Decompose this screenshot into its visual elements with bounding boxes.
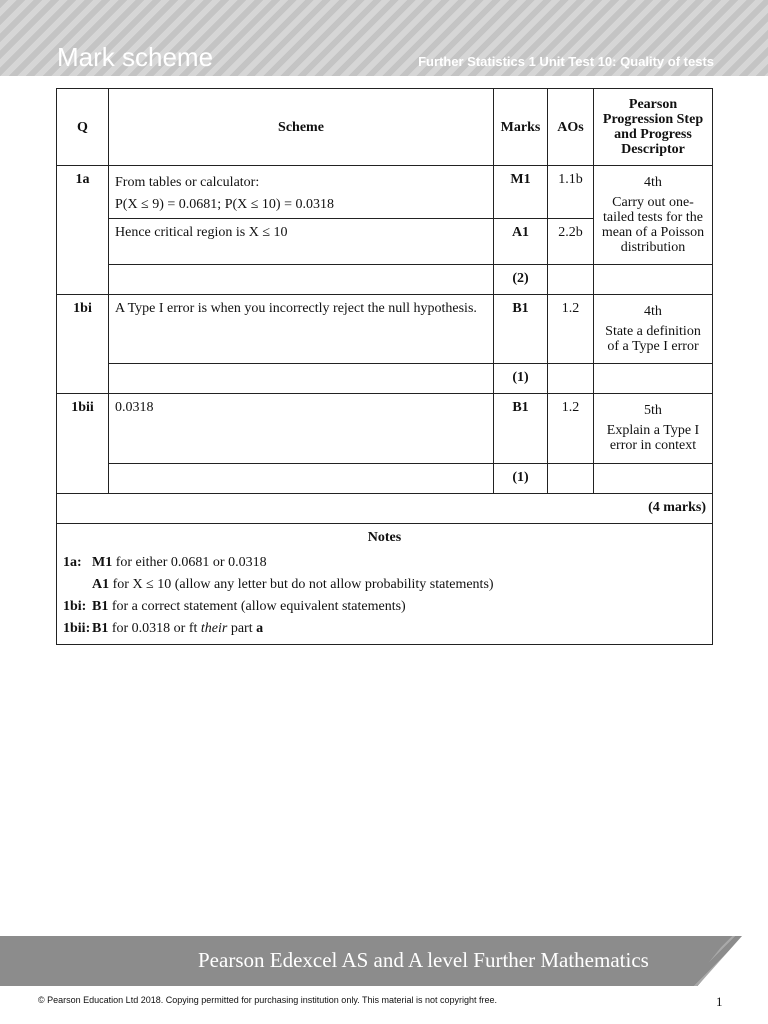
progression-step: 4th	[644, 175, 662, 190]
grand-total: (4 marks)	[57, 494, 713, 524]
note-text: for a correct statement (allow equivalent statements)	[108, 599, 406, 614]
page-title: Mark scheme	[57, 42, 214, 72]
question-label: 1bi	[57, 295, 109, 394]
note-italic: their	[200, 621, 228, 636]
notes-cell	[57, 524, 713, 645]
empty-cell	[594, 364, 713, 394]
empty-cell	[548, 364, 594, 394]
note-item	[57, 574, 712, 596]
scheme-text: P(X ≤ 9) = 0.0681; P(X ≤ 10) = 0.0318	[115, 197, 334, 212]
table-row	[57, 265, 713, 295]
empty-cell	[109, 464, 494, 494]
progress-descriptor-cell	[594, 295, 713, 364]
progress-descriptor-cell	[594, 394, 713, 464]
ao-code: 1.2	[548, 295, 594, 364]
note-item	[57, 552, 712, 574]
empty-cell	[594, 265, 713, 295]
note-item	[57, 596, 712, 618]
footer-brand: Pearson Edexcel AS and A level Further Mathematics	[198, 948, 649, 972]
table-row	[57, 394, 713, 464]
table-row	[57, 295, 713, 364]
question-label: 1bii	[57, 394, 109, 494]
table-row	[57, 494, 713, 524]
progression-step: 4th	[644, 304, 662, 319]
note-text: for X ≤ 10 (allow any letter but do not allow probability statements)	[109, 577, 494, 592]
scheme-text: A Type I error is when you incorrectly reject the null hypothesis.	[109, 295, 494, 364]
ao-code: 1.1b	[548, 166, 594, 219]
note-mark: M1	[92, 555, 113, 570]
note-text: for 0.0318 or ft	[108, 621, 201, 636]
empty-cell	[548, 464, 594, 494]
progress-descriptor: State a definition of a Type I error	[605, 324, 701, 354]
scheme-text: From tables or calculator:	[115, 175, 260, 190]
scheme-text: Hence critical region is X ≤ 10	[109, 219, 494, 265]
page-subtitle: Further Statistics 1 Unit Test 10: Quality of tests	[418, 54, 714, 69]
header-marks: Marks	[494, 89, 548, 166]
question-total: (1)	[494, 364, 548, 394]
progress-descriptor-cell	[594, 166, 713, 265]
empty-cell	[594, 464, 713, 494]
notes-title: Notes	[367, 530, 402, 545]
table-row	[57, 364, 713, 394]
note-key: 1bi:	[63, 599, 87, 614]
progress-descriptor: Explain a Type I error in context	[606, 423, 700, 453]
empty-cell	[109, 364, 494, 394]
note-item	[57, 618, 712, 640]
copyright-notice: © Pearson Education Ltd 2018. Copying permitted for purchasing institution only. This material is not copyright free.	[38, 995, 498, 1005]
empty-cell	[109, 265, 494, 295]
table-row	[57, 464, 713, 494]
scheme-text: 0.0318	[109, 394, 494, 464]
note-bold: a	[256, 621, 264, 636]
note-text: part	[227, 621, 257, 636]
ao-code: 1.2	[548, 394, 594, 464]
header-pearson: Pearson Progression Step and Progress Descriptor	[594, 89, 713, 166]
note-mark: A1	[92, 577, 110, 592]
header-scheme: Scheme	[109, 89, 494, 166]
note-mark: B1	[92, 621, 109, 636]
notes-row	[57, 524, 713, 645]
note-mark: B1	[92, 599, 109, 614]
progress-descriptor: Carry out one-tailed tests for the mean of a Poisson distribution	[601, 195, 705, 255]
ao-code: 2.2b	[548, 219, 594, 265]
note-key	[63, 574, 92, 596]
mark-scheme-table	[56, 88, 713, 645]
page-number: 1	[716, 994, 723, 1009]
question-total: (1)	[494, 464, 548, 494]
note-key: 1a:	[63, 555, 82, 570]
header-aos: AOs	[548, 89, 594, 166]
scheme-cell	[109, 166, 494, 219]
table-header-row	[57, 89, 713, 166]
question-total: (2)	[494, 265, 548, 295]
progression-step: 5th	[644, 403, 662, 418]
mark-code: B1	[494, 394, 548, 464]
mark-code: M1	[494, 166, 548, 219]
mark-code: A1	[494, 219, 548, 265]
empty-cell	[548, 265, 594, 295]
mark-code: B1	[494, 295, 548, 364]
note-text: for either 0.0681 or 0.0318	[112, 555, 267, 570]
question-label: 1a	[57, 166, 109, 295]
table-row	[57, 166, 713, 219]
note-key: 1bii:	[63, 621, 91, 636]
header-q: Q	[57, 89, 109, 166]
